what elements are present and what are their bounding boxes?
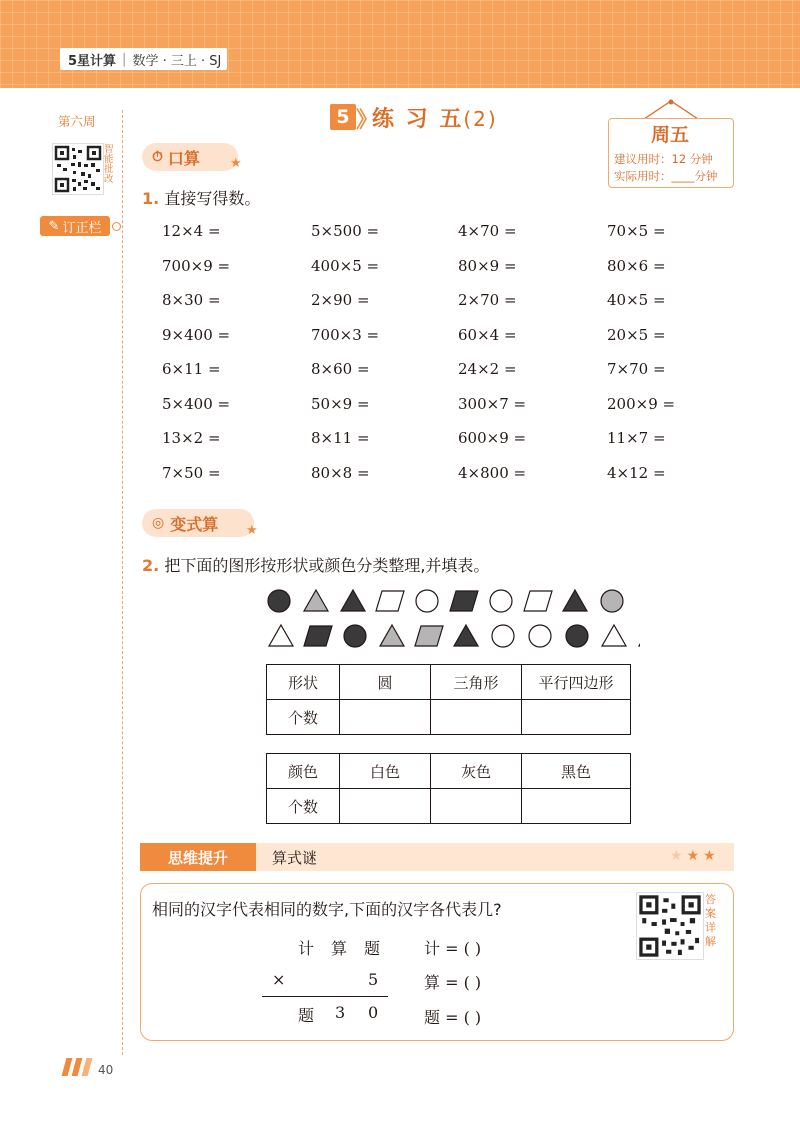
- qr-code-icon[interactable]: [636, 892, 704, 960]
- calc-expression: 4×800 =: [458, 463, 527, 482]
- calc-expression: 80×8 =: [311, 463, 370, 482]
- table-header: 白色: [340, 754, 431, 789]
- calc-expression: 600×9 =: [458, 429, 527, 447]
- calc-expression: 300×7 =: [458, 394, 527, 413]
- page-number: 40: [98, 1063, 114, 1077]
- question-text: 把下面的图形按形状或颜色分类整理,并填表。: [164, 556, 490, 575]
- star-icon: ★: [246, 523, 258, 538]
- parallelogram-black-shape: [304, 626, 332, 646]
- question-text: 直接写得数。: [164, 189, 261, 208]
- footer-bar-icon: [72, 1058, 83, 1076]
- triangle-black-shape: [454, 625, 478, 646]
- calc-expression: 11×7 =: [607, 429, 666, 447]
- puzzle-times: ×: [272, 970, 286, 989]
- answer-cell[interactable]: [340, 789, 431, 824]
- puzzle-question: 相同的汉字代表相同的数字,下面的汉字各代表几?: [152, 900, 502, 919]
- star-icon: ★: [686, 848, 704, 864]
- table-row-label: 个数: [267, 700, 340, 735]
- calc-expression: 4×12 =: [607, 463, 666, 482]
- week-label: 第六周: [58, 114, 96, 129]
- question-2: [142, 553, 489, 576]
- triangle-white-shape: [269, 625, 293, 646]
- section-variant-calc: [142, 509, 254, 537]
- calc-expression: 7×70 =: [607, 360, 666, 378]
- calc-expression: 6×11 =: [162, 360, 221, 378]
- shape-figures: [260, 586, 640, 664]
- triangle-gray-shape: [380, 625, 404, 646]
- section-label: 变式算: [170, 514, 219, 534]
- triangle-white-shape: [602, 625, 626, 646]
- answer-cell[interactable]: [522, 789, 631, 824]
- day-title: 周五: [650, 124, 689, 146]
- series-name: 5星计算: [68, 53, 117, 69]
- circle-black-shape: [566, 625, 588, 647]
- table-header: 圆: [340, 665, 431, 700]
- color-table: [266, 753, 631, 824]
- triangle-black-shape: [639, 625, 640, 646]
- table-header: 三角形: [431, 665, 522, 700]
- shape-table: [266, 664, 631, 735]
- triangle-gray-shape: [304, 590, 328, 611]
- triangle-black-shape: [563, 590, 587, 611]
- question-number: 2.: [142, 556, 160, 575]
- calc-expression: 24×2 =: [458, 360, 517, 378]
- lesson-title: [372, 102, 498, 133]
- puzzle-digit: 3: [335, 1003, 346, 1022]
- correction-dot: [112, 222, 121, 231]
- star-icon: ★: [703, 848, 720, 864]
- lesson-number: 5: [330, 104, 356, 130]
- table-header: 黑色: [522, 754, 631, 789]
- circle-gray-shape: [601, 590, 623, 612]
- footer-bar-icon: [62, 1058, 73, 1076]
- suggested-time: 建议用时：12 分钟: [614, 152, 713, 166]
- section-oral-calc: [142, 143, 238, 171]
- circle-white-shape: [492, 625, 514, 647]
- answer-blank[interactable]: 计 = ( ): [424, 939, 482, 958]
- calc-expression: 70×5 =: [607, 222, 666, 240]
- answer-blank[interactable]: 算 = ( ): [424, 973, 482, 992]
- parallelogram-gray-shape: [415, 626, 443, 646]
- calc-expression: 60×4 =: [458, 325, 517, 344]
- subject-label: 数学 · 三上 · SJ: [132, 53, 222, 69]
- sidebar-divider: [122, 110, 123, 1055]
- calc-expression: 5×400 =: [162, 394, 231, 413]
- answer-cell[interactable]: [340, 700, 431, 735]
- calc-expression: 400×5 =: [311, 256, 380, 275]
- pencil-icon: ✎: [48, 218, 60, 234]
- calc-expression: 7×50 =: [162, 463, 221, 482]
- stopwatch-icon: ⏱: [152, 149, 163, 165]
- lesson-title-text: 练 习 五: [372, 107, 464, 132]
- circle-white-shape: [490, 590, 512, 612]
- puzzle-rule: [262, 996, 388, 997]
- calc-expression: 13×2 =: [162, 429, 221, 447]
- answer-cell[interactable]: [431, 700, 522, 735]
- calc-expression: 8×11 =: [311, 429, 370, 447]
- series-badge: 5星计算 | 数学 · 三上 · SJ: [60, 48, 227, 70]
- rating-stars: [670, 848, 720, 864]
- calc-expression: 200×9 =: [607, 394, 676, 413]
- triangle-black-shape: [341, 590, 365, 611]
- actual-time: 实际用时：____分钟: [614, 169, 718, 183]
- calc-expression: 5×500 =: [311, 222, 380, 240]
- puzzle-digit: 题: [364, 939, 381, 958]
- calc-expression: 2×90 =: [311, 291, 370, 309]
- qr-caption: 智能批改: [104, 144, 114, 185]
- table-header: 灰色: [431, 754, 522, 789]
- puzzle-digit: 题: [298, 1006, 315, 1025]
- circle-white-shape: [416, 590, 438, 612]
- section-label: 口算: [167, 148, 200, 168]
- parallelogram-black-shape: [450, 591, 478, 611]
- table-row-label: 个数: [267, 789, 340, 824]
- answer-cell[interactable]: [431, 789, 522, 824]
- calc-expression: 700×9 =: [162, 256, 231, 275]
- calc-expression: 4×70 =: [458, 222, 517, 240]
- answer-cell[interactable]: [522, 700, 631, 735]
- lesson-part: (2): [463, 107, 498, 131]
- table-header: 颜色: [267, 754, 340, 789]
- qr-caption: 答案详解: [705, 893, 716, 948]
- thinking-tag: 思维提升: [140, 843, 256, 871]
- circle-black-shape: [344, 625, 366, 647]
- question-number: 1.: [142, 189, 160, 208]
- calc-expression: 12×4 =: [162, 222, 221, 240]
- puzzle-digit: 计: [298, 939, 315, 958]
- star-icon: ★: [670, 848, 687, 864]
- calc-expression: 40×5 =: [607, 291, 666, 309]
- calc-expression: 2×70 =: [458, 291, 517, 309]
- parallelogram-white-shape: [376, 591, 404, 611]
- star-icon: ★: [230, 156, 242, 171]
- target-icon: ◎: [152, 515, 165, 531]
- thinking-subtitle: 算式谜: [272, 849, 318, 867]
- page-header-band: [0, 0, 800, 88]
- puzzle-multiplier: 5: [368, 970, 379, 989]
- circle-black-shape: [268, 590, 290, 612]
- calc-expression: 50×9 =: [311, 394, 370, 413]
- calc-expression: 8×30 =: [162, 291, 221, 309]
- correction-label: 订正栏: [62, 220, 102, 236]
- circle-white-shape: [529, 625, 551, 647]
- footer-bar-icon: [82, 1058, 93, 1076]
- qr-code-icon[interactable]: [52, 143, 104, 195]
- answer-blank[interactable]: 题 = ( ): [424, 1008, 482, 1027]
- question-1: [142, 186, 260, 209]
- table-header: 形状: [267, 665, 340, 700]
- puzzle-digit: 算: [331, 939, 348, 958]
- table-header: 平行四边形: [522, 665, 631, 700]
- calc-expression: 700×3 =: [311, 325, 380, 344]
- chevron-right-icon: 》: [356, 108, 379, 133]
- puzzle-digit: 0: [368, 1003, 379, 1022]
- calc-expression: 9×400 =: [162, 325, 231, 344]
- parallelogram-white-shape: [524, 591, 552, 611]
- correction-tag: [40, 216, 110, 236]
- calc-expression: 8×60 =: [311, 360, 370, 378]
- calc-expression: 80×9 =: [458, 256, 517, 275]
- calc-expression: 80×6 =: [607, 256, 666, 275]
- calc-expression: 20×5 =: [607, 325, 666, 344]
